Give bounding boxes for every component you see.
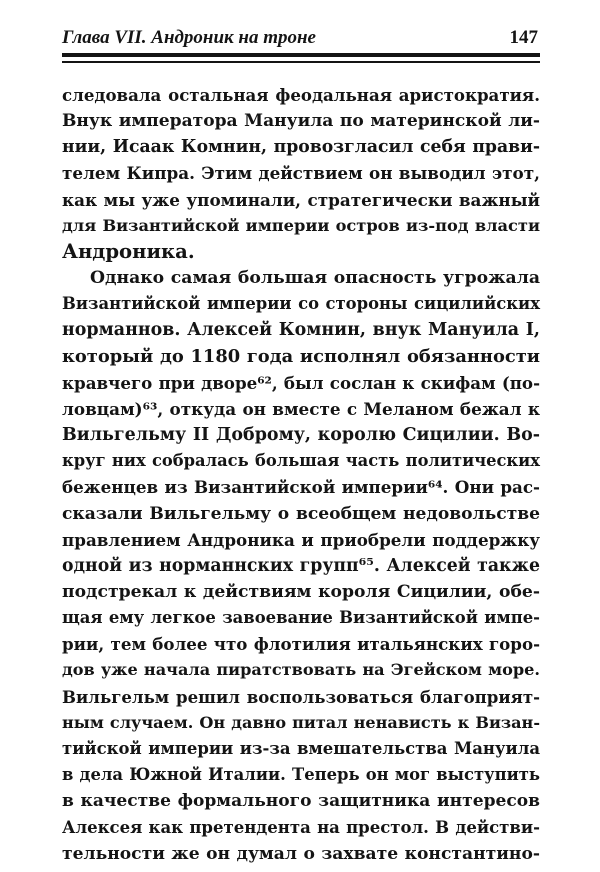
text-line: Алексея как претендента на престол. В действи- xyxy=(62,817,540,838)
text-line: телем Кипра. Этим действием он выводил этот, xyxy=(62,163,540,184)
text-line: следовала остальная феодальная аристократия. xyxy=(62,85,540,105)
text-line: круг них собралась большая часть политических xyxy=(62,451,540,471)
text-line: беженцев из Византийской империи⁶⁴. Они рас- xyxy=(62,477,540,498)
text-line: подстрекал к действиям короля Сицилии, обе- xyxy=(62,581,540,602)
text-line: нии, Исаак Комнин, провозгласил себя прави- xyxy=(62,137,540,158)
header-rule-thin xyxy=(62,61,540,63)
text-line: ным случаем. Он давно питал ненависть к Визан- xyxy=(62,712,540,732)
header-rule-thick xyxy=(62,53,540,57)
text-line: кравчего при дворе⁶², был сослан к скифам (по- xyxy=(62,372,540,393)
running-header xyxy=(62,26,538,50)
text-line: который до 1180 года исполнял обязанности xyxy=(62,345,540,367)
text-line: щая ему легкое завоевание Византийской импе- xyxy=(62,608,540,628)
text-line: в качестве формального защитника интересов xyxy=(62,791,540,812)
text-line: норманнов. Алексей Комнин, внук Мануила I, xyxy=(62,320,540,341)
text-line: сказали Вильгельму о всеобщем недовольстве xyxy=(62,503,540,524)
text-line: ловцам)⁶³, откуда он вместе с Меланом бежал к xyxy=(62,398,540,419)
text-line: тийской империи из-за вмешательства Мануила xyxy=(62,738,540,758)
text-line: Византийской империи со стороны сицилийских xyxy=(62,294,540,314)
text-line: правлением Андроника и приобрели поддержку xyxy=(62,529,540,550)
paragraph-end-line: Андроника. xyxy=(62,239,195,263)
page-number: 147 xyxy=(509,27,538,48)
text-line: Вильгельм решил воспользоваться благоприят- xyxy=(62,686,540,707)
body-text xyxy=(62,82,540,867)
text-line: в дела Южной Италии. Теперь он мог выступить xyxy=(62,765,540,785)
text-line: Вильгельму II Доброму, королю Сицилии. Во- xyxy=(62,425,540,446)
text-line: тельности же он думал о захвате константино- xyxy=(62,843,540,864)
chapter-title: Глава VII. Андроник на троне xyxy=(62,27,316,48)
text-line: для Византийской империи остров из-под власти xyxy=(62,215,540,235)
text-line: Внук императора Мануила по материнской ли- xyxy=(62,111,540,132)
text-line: одной из норманнских групп⁶⁵. Алексей также xyxy=(62,555,540,576)
text-line: как мы уже упоминали, стратегически важный xyxy=(62,189,540,210)
text-line: дов уже начала пиратствовать на Эгейском море. xyxy=(62,660,540,680)
text-line: рии, тем более что флотилия итальянских горо- xyxy=(62,634,540,655)
paragraph-start-line: Однако самая большая опасность угрожала xyxy=(90,268,540,289)
